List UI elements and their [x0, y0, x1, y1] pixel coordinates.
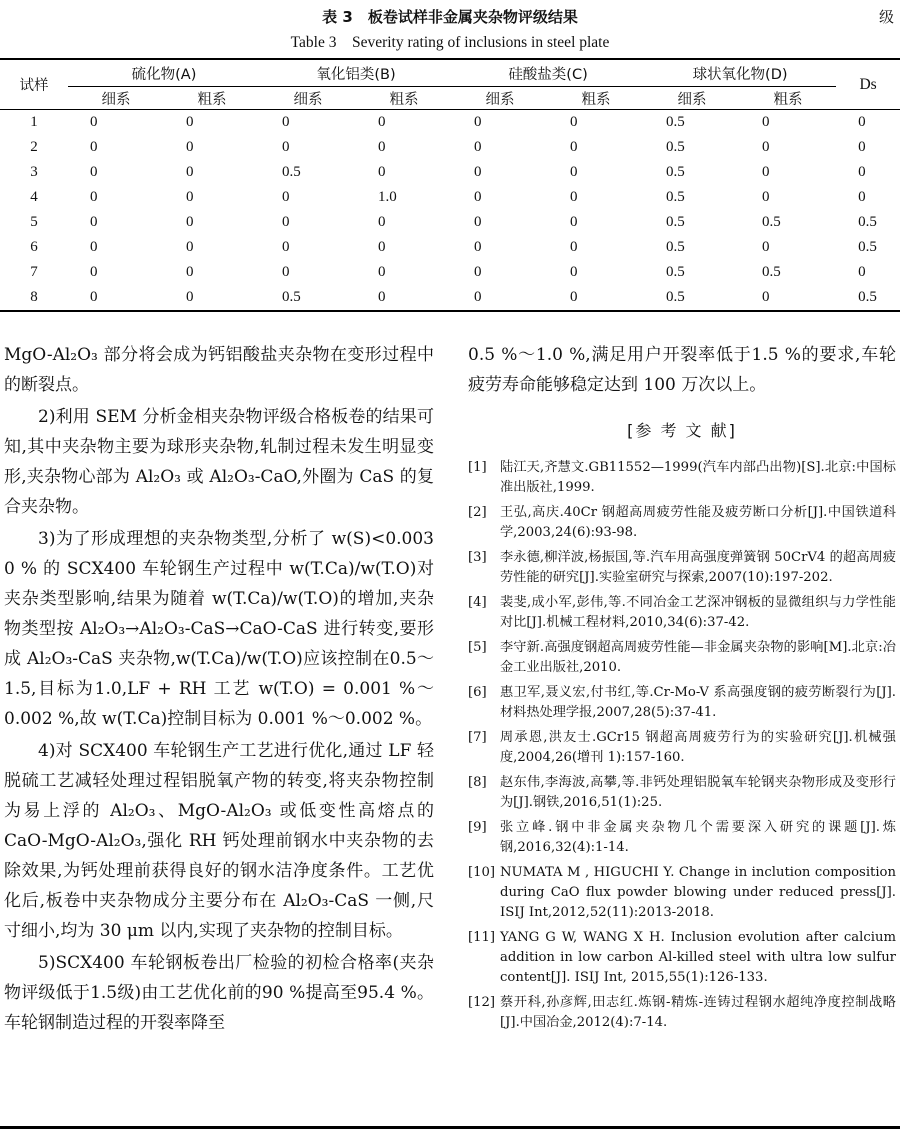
cell-rating-value	[68, 285, 164, 311]
cell-rating-value	[452, 285, 548, 311]
table-row	[0, 285, 900, 311]
rating-value: 0	[90, 164, 98, 180]
rating-value: 0	[378, 214, 386, 230]
rating-value: 0.5	[858, 214, 877, 230]
reference-number: [9]	[468, 820, 487, 835]
cell-rating-value	[740, 110, 836, 136]
cell-rating-value	[260, 260, 356, 285]
reference-number: [11]	[468, 930, 496, 945]
cell-rating-value	[644, 135, 740, 160]
cell-rating-value	[548, 110, 644, 136]
rating-value: 0.5	[666, 214, 685, 230]
rating-value: 0.5	[666, 164, 685, 180]
reference-list	[468, 458, 896, 1033]
cell-rating-value	[644, 110, 740, 136]
cell-rating-value	[452, 160, 548, 185]
header-fine: 细系	[260, 87, 356, 110]
cell-rating-value	[836, 210, 900, 235]
cell-rating-value	[836, 235, 900, 260]
rating-value: 0	[282, 114, 290, 130]
rating-value: 0.5	[666, 239, 685, 255]
table-row	[0, 160, 900, 185]
body-text-left-column	[4, 340, 434, 1040]
rating-value: 0	[378, 139, 386, 155]
rating-value: 0	[282, 264, 290, 280]
cell-rating-value	[260, 135, 356, 160]
table-row	[0, 185, 900, 210]
reference-number: [8]	[468, 775, 487, 790]
cell-rating-value	[68, 185, 164, 210]
cell-sample-id: 3	[30, 164, 38, 180]
rating-value: 0	[858, 264, 866, 280]
reference-text: 赵东伟,李海波,高攀,等.非钙处理铝脱氧车轮钢夹杂物形成及变形行为[J].钢铁,2016,51(1):25.	[500, 775, 896, 810]
header-sample: 试样	[0, 59, 68, 110]
rating-value: 0	[858, 139, 866, 155]
rating-value: 0	[186, 189, 194, 205]
table-row	[0, 260, 900, 285]
cell-rating-value	[452, 235, 548, 260]
cell-rating-value	[356, 260, 452, 285]
table-row	[0, 235, 900, 260]
cell-sample-id: 4	[30, 189, 38, 205]
cell-rating-value	[68, 110, 164, 136]
rating-value: 0.5	[282, 164, 301, 180]
header-fine: 细系	[452, 87, 548, 110]
cell-rating-value	[452, 210, 548, 235]
cell-rating-value	[836, 160, 900, 185]
rating-value: 0	[858, 164, 866, 180]
cell-rating-value	[644, 235, 740, 260]
rating-value: 0	[90, 189, 98, 205]
reference-item	[468, 458, 896, 498]
table-row	[0, 210, 900, 235]
rating-value: 0	[186, 264, 194, 280]
table-row	[0, 135, 900, 160]
rating-value: 0	[282, 139, 290, 155]
header-fine: 细系	[644, 87, 740, 110]
reference-item	[468, 993, 896, 1033]
cell-sample-id: 1	[30, 114, 38, 130]
rating-value: 0.5	[282, 289, 301, 305]
reference-text: 裴斐,成小军,彭伟,等.不同冶金工艺深冲钢板的显微组织与力学性能对比[J].机械工程材料,2010,34(6):37-42.	[500, 595, 896, 630]
references-heading: [参 考 文 献]	[627, 421, 737, 440]
rating-value: 0	[570, 164, 578, 180]
cell-rating-value	[548, 160, 644, 185]
reference-item	[468, 818, 896, 858]
cell-rating-value	[740, 210, 836, 235]
rating-value: 0	[474, 164, 482, 180]
reference-text: YANG G W, WANG X H. Inclusion evolution after calcium addition in low carbon Al-killed steel with ultra low sulfur content[J]. ISIJ Int, 2015,55(1):126-133.	[500, 930, 896, 985]
rating-value: 0	[282, 214, 290, 230]
cell-rating-value	[260, 285, 356, 311]
rating-value: 0	[186, 239, 194, 255]
rating-value: 0	[90, 264, 98, 280]
rating-value: 0	[474, 139, 482, 155]
header-coarse: 粗系	[548, 87, 644, 110]
cell-sample-id: 6	[30, 239, 38, 255]
rating-value: 0	[762, 114, 770, 130]
reference-number: [4]	[468, 595, 487, 610]
cell-rating-value	[644, 210, 740, 235]
rating-value: 0	[762, 189, 770, 205]
page-bottom-rule	[0, 1126, 900, 1129]
header-coarse: 粗系	[356, 87, 452, 110]
body-text-right-column	[468, 340, 896, 1038]
cell-rating-value	[740, 135, 836, 160]
inclusion-rating-table	[0, 58, 900, 312]
cell-rating-value	[356, 210, 452, 235]
table-unit-label: 级	[878, 8, 894, 26]
header-group-globular-oxide: 球状氧化物(D)	[644, 59, 836, 87]
cell-rating-value	[356, 160, 452, 185]
rating-value: 0.5	[666, 289, 685, 305]
cell-sample-id: 2	[30, 139, 38, 155]
cell-rating-value	[260, 235, 356, 260]
reference-text: 李永德,柳洋波,杨振国,等.汽车用高强度弹簧钢 50CrV4 的超高周疲劳性能的研究[J].实验室研究与探索,2007(10):197-202.	[500, 550, 896, 585]
reference-item	[468, 638, 896, 678]
rating-value: 0	[762, 239, 770, 255]
reference-number: [10]	[468, 865, 496, 880]
reference-item	[468, 683, 896, 723]
header-group-silicate: 硅酸盐类(C)	[452, 59, 644, 87]
rating-value: 0	[90, 214, 98, 230]
cell-rating-value	[836, 135, 900, 160]
cell-rating-value	[452, 260, 548, 285]
reference-number: [6]	[468, 685, 487, 700]
rating-value: 0.5	[666, 264, 685, 280]
rating-value: 0	[474, 289, 482, 305]
paragraph: 2)利用 SEM 分析金相夹杂物评级合格板卷的结果可知,其中夹杂物主要为球形夹杂物,轧制过程未发生明显变形,夹杂物心部为 Al₂O₃ 或 Al₂O₃-CaO,外圈为 CaS 的复合夹杂物。	[4, 407, 434, 517]
rating-value: 0	[90, 114, 98, 130]
cell-rating-value	[548, 285, 644, 311]
cell-rating-value	[740, 160, 836, 185]
reference-item	[468, 503, 896, 543]
rating-value: 0	[570, 289, 578, 305]
cell-rating-value	[644, 260, 740, 285]
reference-item	[468, 593, 896, 633]
header-group-sulfide: 硫化物(A)	[68, 59, 260, 87]
reference-number: [1]	[468, 460, 487, 475]
cell-rating-value	[548, 210, 644, 235]
cell-rating-value	[68, 260, 164, 285]
cell-rating-value	[836, 260, 900, 285]
cell-rating-value	[164, 160, 260, 185]
cell-rating-value	[164, 235, 260, 260]
reference-text: 李守新.高强度钢超高周疲劳性能—非金属夹杂物的影响[M].北京:冶金工业出版社,2010.	[500, 640, 896, 675]
cell-rating-value	[548, 185, 644, 210]
table-caption-cn: 表 3 板卷试样非金属夹杂物评级结果	[322, 8, 578, 26]
rating-value: 0	[762, 139, 770, 155]
header-ds: Ds	[836, 59, 900, 110]
cell-rating-value	[644, 285, 740, 311]
rating-value: 0	[378, 264, 386, 280]
cell-rating-value	[164, 260, 260, 285]
rating-value: 0	[474, 189, 482, 205]
reference-number: [2]	[468, 505, 487, 520]
rating-value: 0	[378, 239, 386, 255]
reference-text: 张立峰.钢中非金属夹杂物几个需要深入研究的课题[J].炼钢,2016,32(4):1-14.	[500, 820, 896, 855]
cell-sample-id: 5	[30, 214, 38, 230]
paragraph-continuation: 0.5 %～1.0 %,满足用户开裂率低于1.5 %的要求,车轮疲劳寿命能够稳定达到 100 万次以上。	[468, 345, 896, 395]
rating-value: 0.5	[762, 264, 781, 280]
rating-value: 0	[474, 239, 482, 255]
rating-value: 0	[186, 139, 194, 155]
reference-item	[468, 548, 896, 588]
paragraph: 3)为了形成理想的夹杂物类型,分析了 w(S)<0.003 0 % 的 SCX400 车轮钢生产过程中 w(T.Ca)/w(T.O)对夹杂类型影响,结果为随着 w(T.Ca)/w(T.O)的增加,夹杂物类型按 Al₂O₃→Al₂O₃-CaS→CaO-CaS 进行转变,要形成 Al₂O₃-CaS 夹杂物,w(T.Ca)/w(T.O)应该控制在0.5～1.5,目标为1.0,LF + RH 工艺 w(T.O) = 0.001 %～0.002 %,故 w(T.Ca)控制目标为 0.001 %～0.002 %。	[4, 529, 434, 729]
rating-value: 0.5	[666, 139, 685, 155]
paragraph: 4)对 SCX400 车轮钢生产工艺进行优化,通过 LF 轻脱硫工艺减轻处理过程铝脱氧产物的转变,将夹杂物控制为易上浮的 Al₂O₃、MgO-Al₂O₃ 或低变性高熔点的 CaO-MgO-Al₂O₃,强化 RH 钙处理前钢水中夹杂物的去除效果,为钙处理前获得良好的钢水洁净度条件。工艺优化后,板卷中夹杂物成分主要分布在 Al₂O₃-CaS 一侧,尺寸细小,均为 30 μm 以内,实现了夹杂物的控制目标。	[4, 741, 434, 941]
rating-value: 0	[282, 189, 290, 205]
cell-rating-value	[68, 210, 164, 235]
cell-rating-value	[164, 185, 260, 210]
cell-sample-id: 7	[30, 264, 38, 280]
header-fine: 细系	[68, 87, 164, 110]
cell-rating-value	[548, 260, 644, 285]
cell-rating-value	[68, 160, 164, 185]
cell-rating-value	[260, 210, 356, 235]
cell-rating-value	[164, 210, 260, 235]
paragraph: MgO-Al₂O₃ 部分将会成为钙铝酸盐夹杂物在变形过程中的断裂点。	[4, 345, 434, 395]
cell-rating-value	[68, 235, 164, 260]
reference-text: 蔡开科,孙彦辉,田志红.炼钢-精炼-连铸过程钢水超纯净度控制战略[J].中国冶金,2012(4):7-14.	[500, 995, 896, 1030]
rating-value: 0	[378, 289, 386, 305]
rating-value: 0	[282, 239, 290, 255]
cell-rating-value	[740, 235, 836, 260]
cell-rating-value	[452, 135, 548, 160]
cell-rating-value	[356, 135, 452, 160]
table-caption-en: Table 3 Severity rating of inclusions in steel plate	[290, 34, 610, 51]
cell-rating-value	[548, 135, 644, 160]
rating-value: 0	[90, 289, 98, 305]
cell-rating-value	[164, 285, 260, 311]
cell-rating-value	[68, 135, 164, 160]
paragraph: 5)SCX400 车轮钢板卷出厂检验的初检合格率(夹杂物评级低于1.5级)由工艺优化前的90 %提高至95.4 %。车轮钢制造过程的开裂率降至	[4, 953, 434, 1033]
cell-rating-value	[452, 185, 548, 210]
rating-value: 0	[186, 164, 194, 180]
reference-number: [3]	[468, 550, 487, 565]
table-row	[0, 110, 900, 136]
cell-rating-value	[356, 235, 452, 260]
rating-value: 0	[762, 289, 770, 305]
reference-text: 惠卫军,聂义宏,付书红,等.Cr-Mo-V 系高强度钢的疲劳断裂行为[J].材料热处理学报,2007,28(5):37-41.	[500, 685, 896, 720]
header-coarse: 粗系	[164, 87, 260, 110]
rating-value: 0	[570, 139, 578, 155]
reference-number: [5]	[468, 640, 487, 655]
cell-rating-value	[356, 110, 452, 136]
cell-rating-value	[164, 110, 260, 136]
rating-value: 0	[90, 139, 98, 155]
rating-value: 0	[186, 289, 194, 305]
cell-rating-value	[740, 285, 836, 311]
rating-value: 0	[474, 114, 482, 130]
reference-item	[468, 928, 896, 988]
cell-rating-value	[644, 160, 740, 185]
rating-value: 0.5	[666, 189, 685, 205]
reference-text: 陆江天,齐慧文.GB11552—1999(汽车内部凸出物)[S].北京:中国标准出版社,1999.	[500, 460, 896, 495]
cell-rating-value	[356, 185, 452, 210]
rating-value: 0.5	[858, 239, 877, 255]
rating-value: 0	[570, 114, 578, 130]
rating-value: 0	[570, 189, 578, 205]
cell-rating-value	[164, 135, 260, 160]
reference-item	[468, 863, 896, 923]
rating-value: 0.5	[666, 114, 685, 130]
cell-rating-value	[260, 110, 356, 136]
reference-number: [7]	[468, 730, 487, 745]
rating-value: 0	[90, 239, 98, 255]
rating-value: 0	[570, 239, 578, 255]
rating-value: 0	[378, 164, 386, 180]
rating-value: 0	[858, 189, 866, 205]
cell-rating-value	[836, 110, 900, 136]
cell-rating-value	[356, 285, 452, 311]
rating-value: 0	[762, 164, 770, 180]
cell-rating-value	[548, 235, 644, 260]
cell-rating-value	[644, 185, 740, 210]
reference-item	[468, 773, 896, 813]
cell-rating-value	[260, 185, 356, 210]
header-group-alumina: 氧化铝类(B)	[260, 59, 452, 87]
reference-text: 王弘,高庆.40Cr 钢超高周疲劳性能及疲劳断口分析[J].中国铁道科学,2003,24(6):93-98.	[500, 505, 896, 540]
rating-value: 0	[186, 214, 194, 230]
rating-value: 0	[570, 264, 578, 280]
rating-value: 0	[858, 114, 866, 130]
rating-value: 0	[378, 114, 386, 130]
cell-rating-value	[836, 285, 900, 311]
rating-value: 0.5	[762, 214, 781, 230]
cell-rating-value	[740, 185, 836, 210]
cell-rating-value	[836, 185, 900, 210]
rating-value: 0	[186, 114, 194, 130]
header-coarse: 粗系	[740, 87, 836, 110]
rating-value: 0.5	[858, 289, 877, 305]
reference-text: 周承恩,洪友士.GCr15 钢超高周疲劳行为的实验研究[J].机械强度,2004,26(增刊 1):157-160.	[500, 730, 896, 765]
rating-value: 0	[474, 214, 482, 230]
rating-value: 1.0	[378, 189, 397, 205]
cell-rating-value	[740, 260, 836, 285]
cell-rating-value	[260, 160, 356, 185]
rating-value: 0	[570, 214, 578, 230]
cell-rating-value	[452, 110, 548, 136]
reference-number: [12]	[468, 995, 496, 1010]
rating-value: 0	[474, 264, 482, 280]
reference-text: NUMATA M , HIGUCHI Y. Change in inclution composition during CaO flux powder blowing under reduced press[J]. ISIJ Int,2012,52(11):2013-2018.	[500, 865, 896, 920]
reference-item	[468, 728, 896, 768]
cell-sample-id: 8	[0, 285, 68, 311]
